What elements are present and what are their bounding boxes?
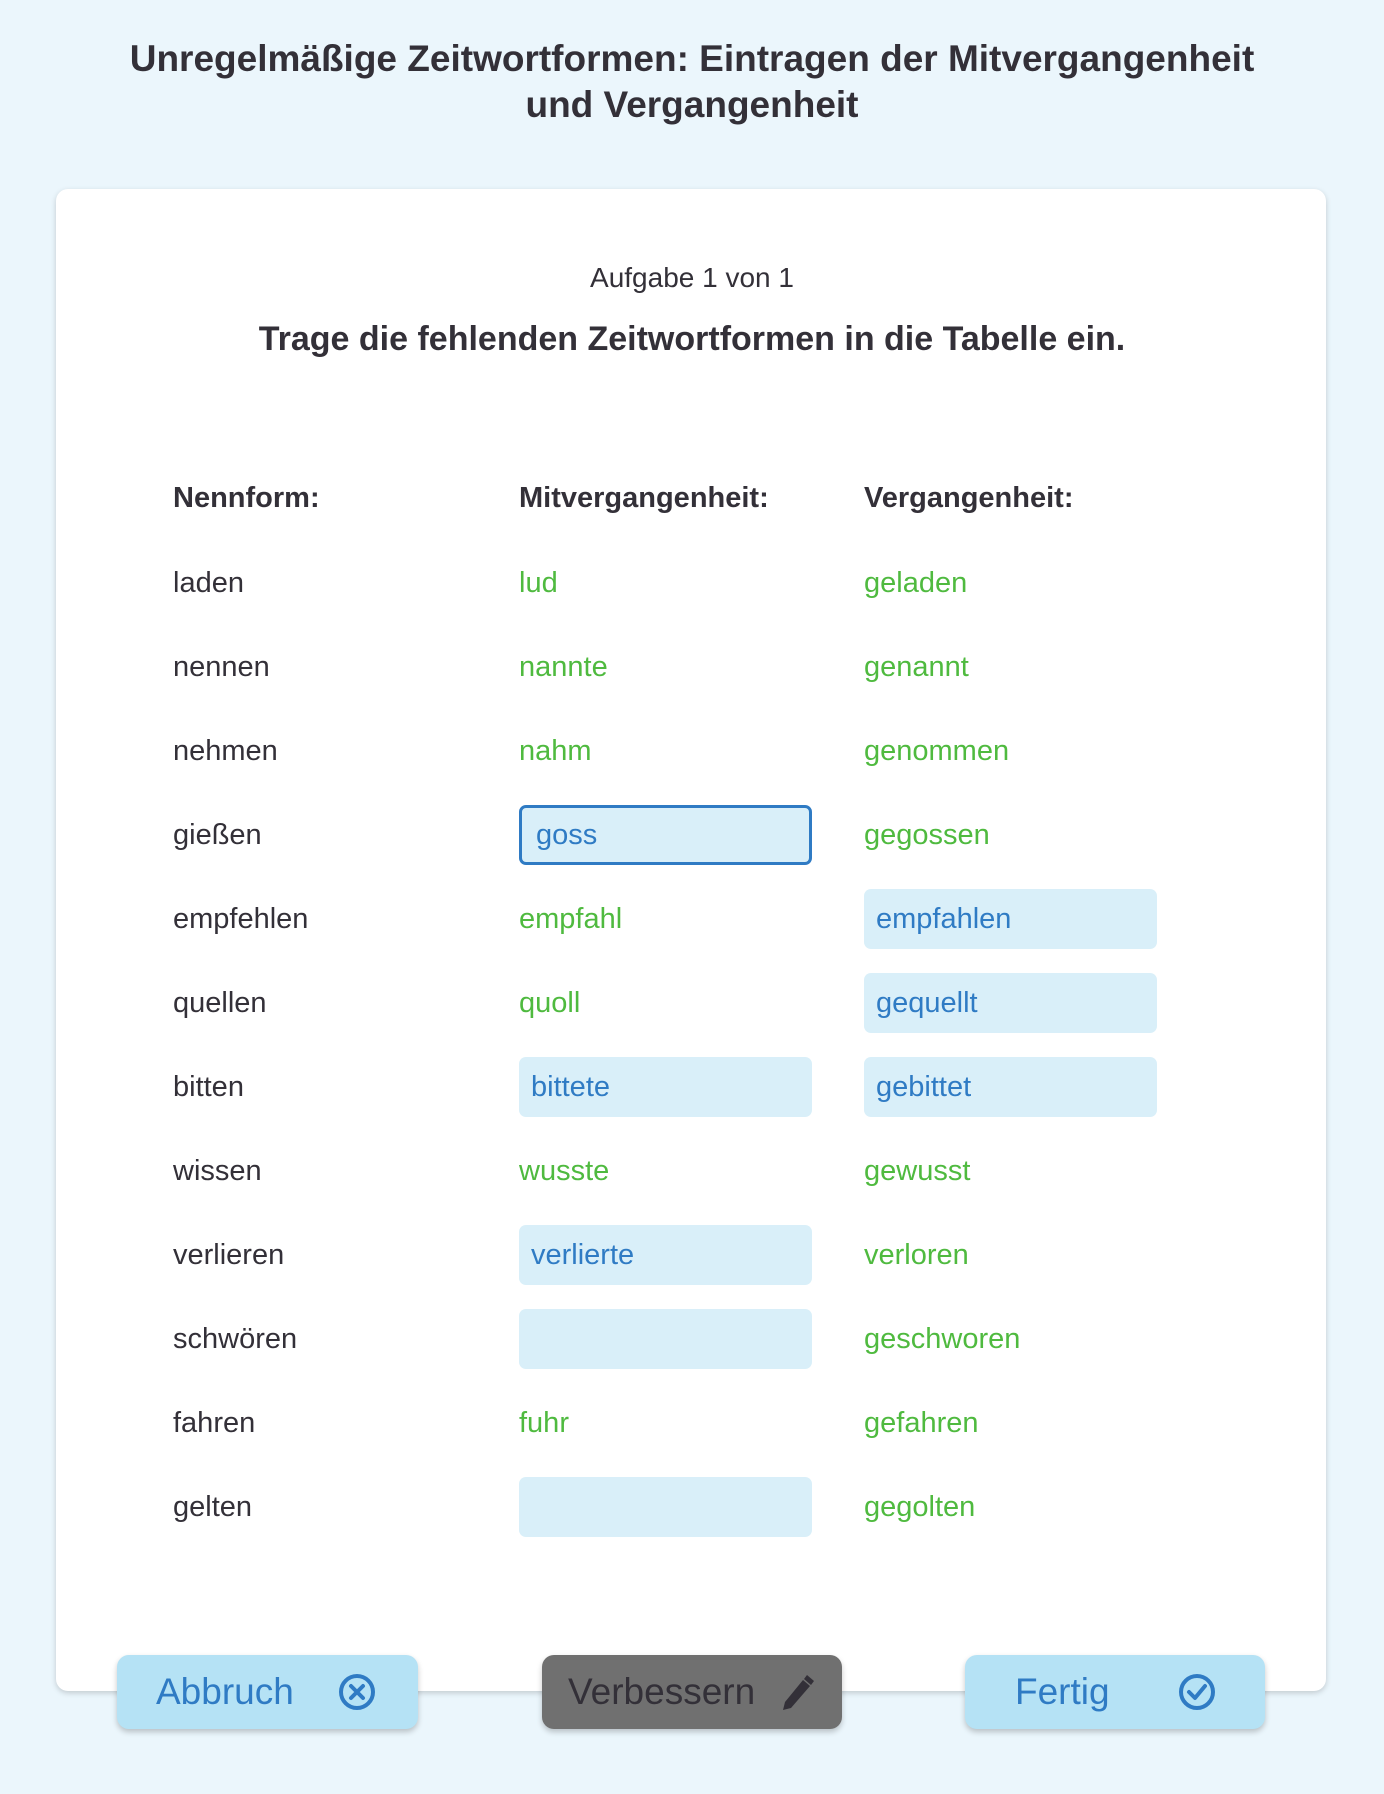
vergangenheit-given: verloren — [864, 1239, 969, 1271]
mitvergangenheit-given: quoll — [519, 987, 581, 1019]
table-row — [0, 1057, 1384, 1117]
table-row — [0, 1225, 1384, 1285]
mitvergangenheit-input[interactable] — [519, 1477, 812, 1537]
table-row — [0, 637, 1384, 697]
mitvergangenheit-given: wusste — [519, 1155, 610, 1187]
vergangenheit-input[interactable] — [864, 889, 1157, 949]
vergangenheit-given: geladen — [864, 567, 968, 599]
title-line-1: Unregelmäßige Zeitwortformen: Eintragen der Mitvergangenheit — [129, 38, 1255, 79]
mitvergangenheit-given: nahm — [519, 735, 592, 767]
cancel-label: Abbruch — [156, 1671, 294, 1712]
correct-label: Verbessern — [568, 1671, 756, 1712]
mitvergangenheit-input[interactable] — [519, 1225, 812, 1285]
check-circle-icon — [1178, 1673, 1216, 1711]
title-line-2: und Vergangenheit — [525, 84, 859, 125]
vergangenheit-given: gefahren — [864, 1407, 979, 1439]
close-circle-icon — [338, 1673, 376, 1711]
table-row — [0, 1141, 1384, 1201]
mitvergangenheit-given: fuhr — [519, 1407, 569, 1439]
mitvergangenheit-input[interactable] — [519, 1309, 812, 1369]
table-row — [0, 1477, 1384, 1537]
verb-base-form: nehmen — [173, 735, 278, 767]
verb-base-form: quellen — [173, 987, 267, 1019]
verb-base-form: nennen — [173, 651, 270, 683]
table-row — [0, 973, 1384, 1033]
header-vergangenheit: Vergangenheit: — [864, 482, 1074, 514]
mitvergangenheit-input[interactable] — [519, 1057, 812, 1117]
vergangenheit-input[interactable] — [864, 1057, 1157, 1117]
vergangenheit-given: gegolten — [864, 1491, 976, 1523]
correct-button[interactable] — [542, 1655, 842, 1729]
header-nennform: Nennform: — [173, 482, 320, 514]
table-row — [0, 805, 1384, 865]
done-label: Fertig — [1015, 1671, 1110, 1712]
mitvergangenheit-given: empfahl — [519, 903, 623, 935]
verb-base-form: fahren — [173, 1407, 256, 1439]
vergangenheit-given: gewusst — [864, 1155, 971, 1187]
verb-base-form: bitten — [173, 1071, 244, 1103]
verb-base-form: wissen — [173, 1155, 262, 1187]
page-title — [0, 36, 1384, 128]
vergangenheit-given: geschworen — [864, 1323, 1021, 1355]
verb-base-form: laden — [173, 567, 244, 599]
table-row — [0, 553, 1384, 613]
vergangenheit-input[interactable] — [864, 973, 1157, 1033]
table-row — [0, 1309, 1384, 1369]
mitvergangenheit-given: lud — [519, 567, 558, 599]
task-counter: Aufgabe 1 von 1 — [590, 262, 794, 293]
pencil-icon — [777, 1672, 817, 1712]
vergangenheit-given: gegossen — [864, 819, 990, 851]
verb-base-form: schwören — [173, 1323, 298, 1355]
vergangenheit-given: genannt — [864, 651, 969, 683]
cancel-button[interactable] — [117, 1655, 418, 1729]
header-mitvergangenheit: Mitvergangenheit: — [519, 482, 769, 514]
table-row — [0, 1393, 1384, 1453]
verb-base-form: empfehlen — [173, 903, 309, 935]
mitvergangenheit-input[interactable] — [519, 805, 812, 865]
table-row — [0, 721, 1384, 781]
verb-base-form: gelten — [173, 1491, 253, 1523]
verb-base-form: gießen — [173, 819, 262, 851]
done-button[interactable] — [965, 1655, 1265, 1729]
mitvergangenheit-given: nannte — [519, 651, 608, 683]
instruction: Trage die fehlenden Zeitwortformen in die Tabelle ein. — [258, 320, 1126, 358]
verb-base-form: verlieren — [173, 1239, 285, 1271]
vergangenheit-given: genommen — [864, 735, 1010, 767]
table-row — [0, 889, 1384, 949]
